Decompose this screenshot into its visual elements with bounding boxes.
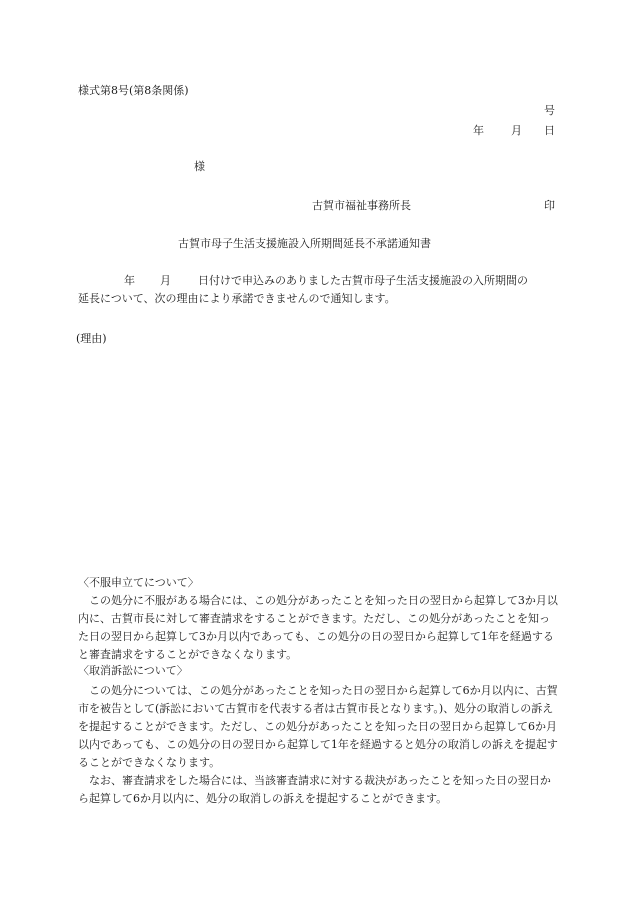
number-label: 号 [544,104,555,117]
lawsuit-heading: 〈取消訴訟について〉 [78,664,188,677]
lawsuit-text: この処分については、この処分があったことを知った日の翌日から起算して6か月以内に、古賀市を被告として(訴訟において古賀市を代表する者は古賀市長となります。)、処分の取消しの訴えを提起することができます。ただし、この処分があったことを知った日の翌日から起算して6か月以内であっても、この処分の日の翌日から起算して1年を経過すると処分の取消しの訴えを提起することができなくなります。 [78,684,558,769]
body-line-2: 延長について、次の理由により承諾できませんので通知します。 [78,292,396,305]
body-year-label: 年 [124,274,135,287]
objection-heading: 〈不服申立てについて〉 [78,576,199,589]
lawsuit-additional-text: なお、審査請求をした場合には、当該審査請求に対する裁決があったことを知った日の翌日から起算して6か月以内に、処分の取消しの訴えを提起することができます。 [78,774,551,805]
body-line-1: 日付けで申込みのありました古賀市母子生活支援施設の入所期間の [198,274,528,287]
document-title: 古賀市母子生活支援施設入所期間延長不承諾通知書 [178,237,431,250]
reason-label: (理由) [76,332,107,345]
date-year-label: 年 [473,124,484,137]
form-number: 様式第8号(第8条関係) [78,84,189,97]
sender-name: 古賀市福祉事務所長 [312,199,411,212]
objection-text: この処分に不服がある場合には、この処分があったことを知った日の翌日から起算して3か月以内に、古賀市長に対して審査請求をすることができます。ただし、この処分があったことを知った日の翌日から起算して3か月以内であっても、この処分の日の翌日から起算して1年を経過すると審査請求をすることができなくなります。 [78,594,558,661]
seal-mark: 印 [544,199,555,212]
date-day-label: 日 [544,124,555,137]
recipient-honorific: 様 [194,160,205,173]
date-month-label: 月 [511,124,522,137]
body-month-label: 月 [160,274,171,287]
